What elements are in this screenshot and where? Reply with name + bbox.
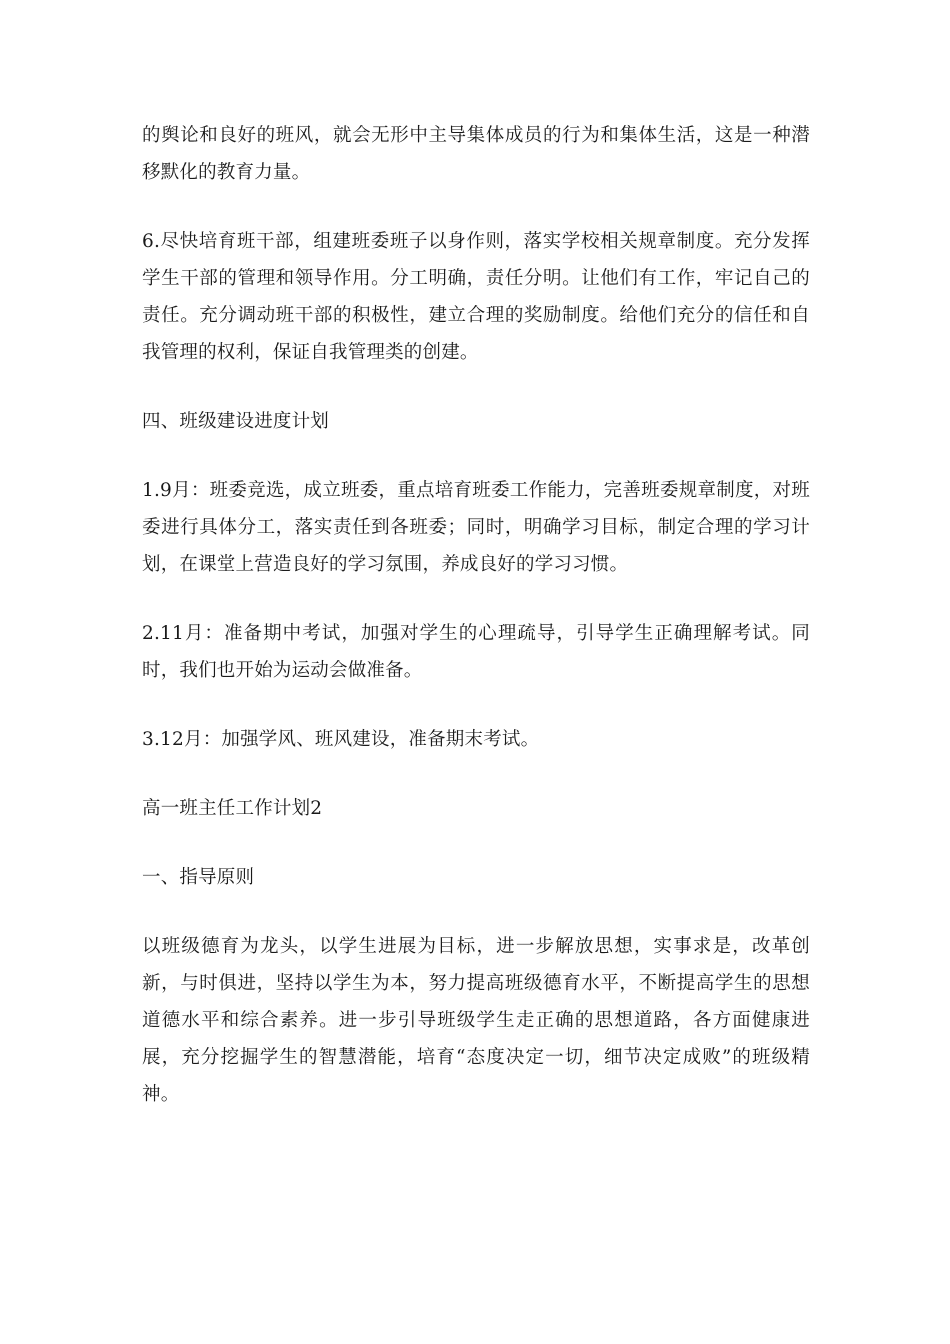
section-heading: 四、班级建设进度计划 xyxy=(142,411,330,432)
body-paragraph: 2.11月：准备期中考试，加强对学生的心理疏导，引导学生正确理解考试。同时，我们也开始为运动会做准备。 xyxy=(142,623,810,681)
body-paragraph: 以班级德育为龙头，以学生进展为目标，进一步解放思想，实事求是，改革创新，与时俱进，坚持以学生为本，努力提高班级德育水平，不断提高学生的思想道德水平和综合素养。进一步引导班级学生走正确的思想道路，各方面健康进展，充分挖掘学生的智慧潜能，培育“态度决定一切，细节决定成败”的班级精神。 xyxy=(142,936,810,1105)
body-paragraph: 的舆论和良好的班风，就会无形中主导集体成员的行为和集体生活，这是一种潜移默化的教育力量。 xyxy=(142,125,810,183)
document-title: 高一班主任工作计划2 xyxy=(142,798,323,819)
body-paragraph: 3.12月：加强学风、班风建设，准备期末考试。 xyxy=(142,729,540,750)
document-body xyxy=(142,117,810,1145)
section-heading: 一、指导原则 xyxy=(142,867,255,888)
body-paragraph: 6.尽快培育班干部，组建班委班子以身作则，落实学校相关规章制度。充分发挥学生干部的管理和领导作用。分工明确，责任分明。让他们有工作，牢记自己的责任。充分调动班干部的积极性，建立合理的奖励制度。给他们充分的信任和自我管理的权利，保证自我管理类的创建。 xyxy=(142,231,810,363)
body-paragraph: 1.9月：班委竞选，成立班委，重点培育班委工作能力，完善班委规章制度，对班委进行具体分工，落实责任到各班委；同时，明确学习目标，制定合理的学习计划，在课堂上营造良好的学习氛围，养成良好的学习习惯。 xyxy=(142,480,810,575)
